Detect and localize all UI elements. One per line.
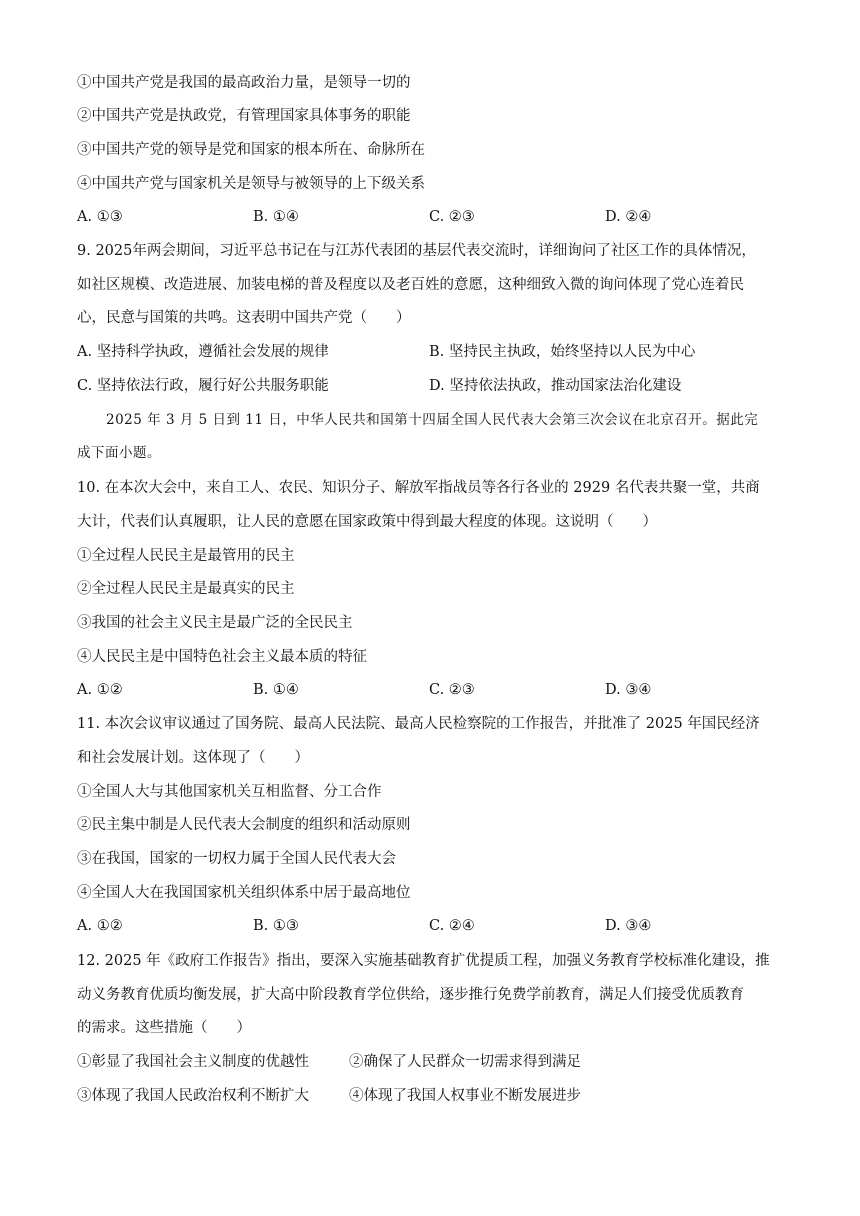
q11-option-d[interactable]: D. ③④	[605, 918, 652, 934]
q8-option-c[interactable]: C. ②③	[429, 209, 475, 225]
q11-stem-line-2: 和社会发展计划。这体现了（ ）	[77, 750, 309, 766]
q12-stem-line-3: 的需求。这些措施（ ）	[77, 1020, 251, 1036]
q9-option-c[interactable]: C. 坚持依法行政，履行好公共服务职能	[77, 378, 329, 394]
q8-option-d[interactable]: D. ②④	[605, 209, 652, 225]
q11-statement-1: ①全国人大与其他国家机关互相监督、分工合作	[77, 784, 382, 800]
q12-statement-4: ④体现了我国人权事业不断发展进步	[349, 1088, 581, 1104]
q11-option-a[interactable]: A. ①②	[77, 918, 123, 934]
q12-statement-3: ③体现了我国人民政治权利不断扩大	[77, 1088, 309, 1104]
q8-options	[77, 207, 790, 227]
q9-option-a[interactable]: A. 坚持科学执政，遵循社会发展的规律	[77, 344, 329, 360]
section-intro-line-1: 2025 年 3 月 5 日到 11 日，中华人民共和国第十四届全国人民代表大会第三次会议在北京召开。据此完	[106, 412, 759, 428]
q8-statement-3: ③中国共产党的领导是党和国家的根本所在、命脉所在	[77, 142, 425, 158]
q8-statement-2: ②中国共产党是执政党，有管理国家具体事务的职能	[77, 108, 411, 124]
q11-options	[77, 916, 790, 936]
q12-statement-2: ②确保了人民群众一切需求得到满足	[349, 1054, 581, 1070]
q10-statement-3: ③我国的社会主义民主是最广泛的全民民主	[77, 615, 353, 631]
q10-statement-1: ①全过程人民民主是最管用的民主	[77, 548, 295, 564]
q9-stem-line-2: 如社区规模、改造进展、加装电梯的普及程度以及老百姓的意愿，这种细致入微的询问体现了党心连着民	[77, 277, 744, 293]
q9-stem-line-1: 9. 2025年两会期间，习近平总书记在与江苏代表团的基层代表交流时，详细询问了社区工作的具体情况，	[77, 243, 756, 259]
q9-options-row-2	[77, 376, 790, 396]
q12-statements-row-1	[77, 1052, 790, 1072]
q12-stem-line-1: 12. 2025 年《政府工作报告》指出，要深入实施基础教育扩优提质工程，加强义务教育学校标准化建设，推	[77, 953, 770, 969]
section-intro-line-2: 成下面小题。	[77, 445, 161, 461]
q10-statement-2: ②全过程人民民主是最真实的民主	[77, 581, 295, 597]
q10-statement-4: ④人民民主是中国特色社会主义最本质的特征	[77, 649, 367, 665]
q11-statement-3: ③在我国，国家的一切权力属于全国人民代表大会	[77, 851, 396, 867]
q11-option-c[interactable]: C. ②④	[429, 918, 475, 934]
q11-statement-4: ④全国人大在我国国家机关组织体系中居于最高地位	[77, 885, 411, 901]
q10-option-a[interactable]: A. ①②	[77, 682, 123, 698]
q10-stem-line-1: 10. 在本次大会中，来自工人、农民、知识分子、解放军指战员等各行各业的 2929 名代表共聚一堂，共商	[77, 480, 760, 496]
q9-option-d[interactable]: D. 坚持依法执政，推动国家法治化建设	[429, 378, 682, 394]
q10-option-d[interactable]: D. ③④	[605, 682, 652, 698]
q10-option-b[interactable]: B. ①④	[253, 682, 299, 698]
q11-option-b[interactable]: B. ①③	[253, 918, 299, 934]
q12-statement-1: ①彰显了我国社会主义制度的优越性	[77, 1054, 309, 1070]
q10-options	[77, 680, 790, 700]
q10-option-c[interactable]: C. ②③	[429, 682, 475, 698]
q11-statement-2: ②民主集中制是人民代表大会制度的组织和活动原则	[77, 817, 411, 833]
q8-statement-1: ①中国共产党是我国的最高政治力量，是领导一切的	[77, 75, 411, 91]
q10-stem-line-2: 大计，代表们认真履职，让人民的意愿在国家政策中得到最大程度的体现。这说明（ ）	[77, 514, 657, 530]
q8-option-b[interactable]: B. ①④	[253, 209, 299, 225]
q12-statements-row-2	[77, 1086, 790, 1106]
q12-stem-line-2: 动义务教育优质均衡发展，扩大高中阶段教育学位供给，逐步推行免费学前教育，满足人们接受优质教育	[77, 987, 744, 1003]
q11-stem-line-1: 11. 本次会议审议通过了国务院、最高人民法院、最高人民检察院的工作报告，并批准了 2025 年国民经济	[77, 716, 760, 732]
q9-options-row-1	[77, 342, 790, 362]
q8-statement-4: ④中国共产党与国家机关是领导与被领导的上下级关系	[77, 176, 425, 192]
q8-option-a[interactable]: A. ①③	[77, 209, 123, 225]
q9-stem-line-3: 心，民意与国策的共鸣。这表明中国共产党（ ）	[77, 310, 411, 326]
q9-option-b[interactable]: B. 坚持民主执政，始终坚持以人民为中心	[429, 344, 696, 360]
